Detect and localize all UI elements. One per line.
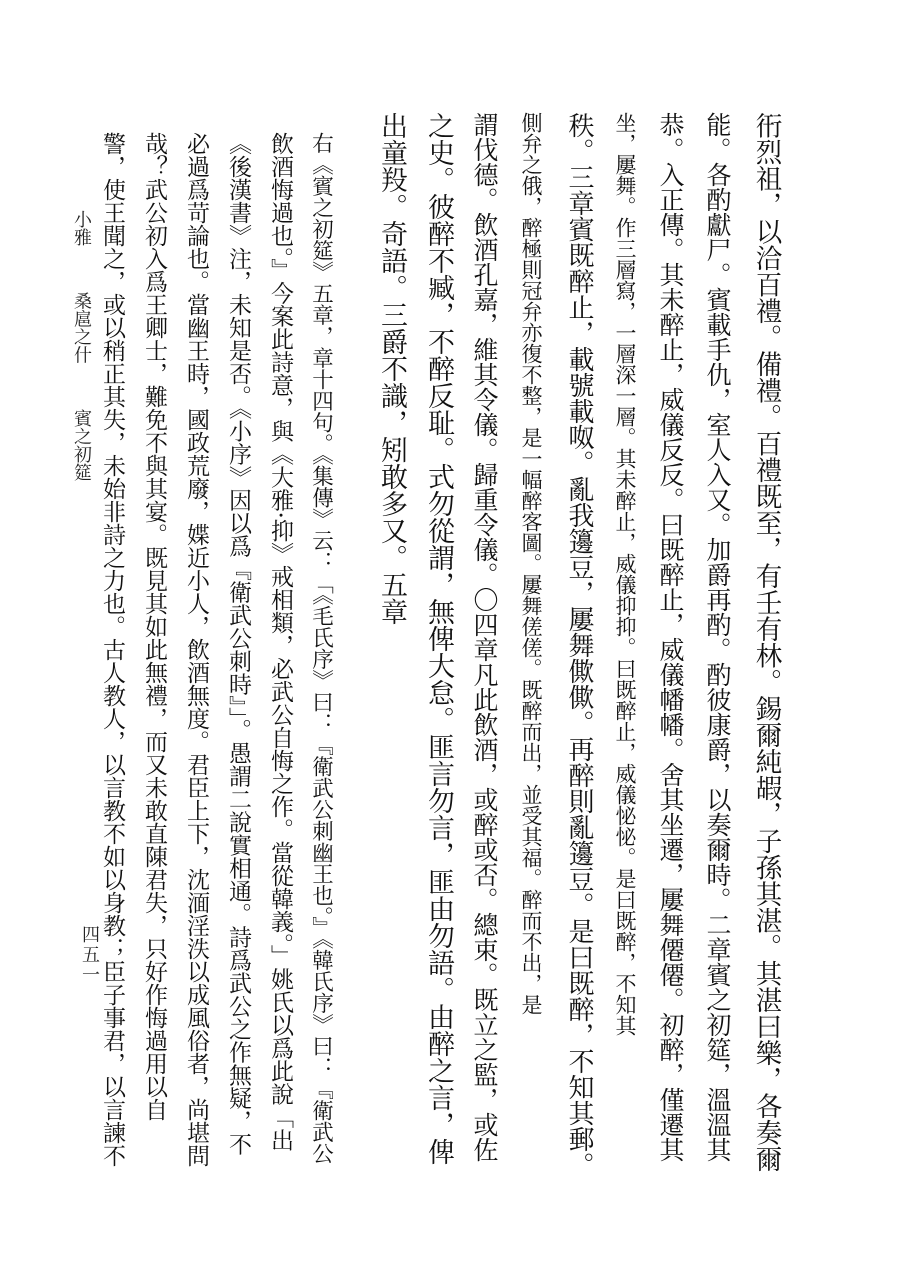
header-book: 小雅 — [71, 210, 92, 246]
text-column: 恭。入正傳。其未醉止，威儀反反。曰既醉止，威儀幡幡。舍其坐遷，屢舞僊僊。初醉，僅遷其 — [656, 112, 685, 1162]
header-section: 桑扈之什 — [71, 291, 92, 364]
text-column: 能。各酌獻尸。賓載手仇，室人入又。加爵再酌。酌彼康爵，以奏爾時。二章賓之初筵，溫溫其 — [703, 112, 732, 1162]
header-chapter: 賓之初筵 — [71, 408, 92, 481]
commentary-column: 警，使王聞之，或以稍正其失，未始非詩之力也。古人教人，以言教不如以身教；臣子事君，以言諫不 — [99, 132, 125, 1167]
commentary-column: 右《賓之初筵》五章，章十四句。《集傳》云：「《毛氏序》曰：『衛武公刺幽王也。』《韓氏序》曰：『衛武公 — [308, 132, 334, 1164]
page-number: 四五一 — [79, 925, 100, 985]
text-column: 坐，屢舞。作三層寫，一層深一層。其未醉止，威儀抑抑。曰既醉止，威儀怭怭。是曰既醉，不知其 — [613, 112, 637, 1036]
commentary-column: 必過爲苛論也。當幽王時，國政荒廢，媟近小人，飲酒無度。君臣上下，沈湎淫泆以成風俗者，尚堪問 — [183, 132, 209, 1167]
text-column: 謂伐德。飲酒孔嘉，維其令儀。歸重令儀。〇四章凡此飲酒，或醉或否。總束。既立之監，或佐 — [470, 112, 499, 1162]
text-column: 出童羖。奇語。三爵不識，矧敢多又。五章 — [376, 112, 407, 625]
commentary-column: 飲酒悔過也。』今案此詩意，與《大雅·抑》戒相類，必武公自悔之作。當從韓義。」姚氏以爲此說「出 — [267, 132, 293, 1152]
text-column: 側弁之俄，醉極則冠弁亦復不整，是一幅醉客圖。屢舞傞傞。既醉而出，並受其福。醉而不出，是 — [519, 112, 543, 1015]
text-column: 之史。彼醉不臧，不醉反耻。式勿從謂，無俾大怠。匪言勿言，匪由勿語。由醉之言，俾 — [423, 112, 454, 1165]
commentary-column: 《後漢書》注，未知是否。《小序》因以爲『衛武公刺時』」。愚謂二說實相通。詩爲武公之作無疑，不 — [225, 132, 251, 1156]
text-column: 秩。三章賓既醉止，載號載呶。亂我籩豆，屢舞僛僛。再醉則亂籩豆。是曰既醉，不知其郵。 — [564, 112, 594, 1178]
text-column: 衎烈祖，以洽百禮。備禮。百禮既至，有壬有林。錫爾純嘏，子孫其湛。其湛曰樂，各奏爾 — [750, 112, 782, 1172]
commentary-column: 哉？武公初入爲王卿士，難免不與其宴。既見其如此無禮，而又未敢直陳君失，只好作悔過用以自 — [141, 132, 167, 1121]
